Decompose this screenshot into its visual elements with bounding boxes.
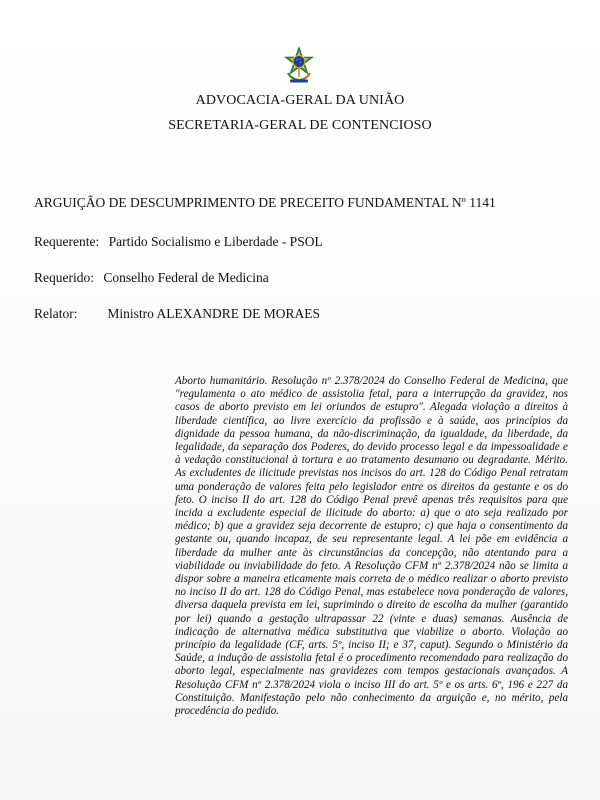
brasao-republica-icon: [282, 46, 316, 84]
requerido-label: Requerido:: [34, 270, 94, 285]
requerente-field: [34, 234, 323, 250]
requerente-value: Partido Socialismo e Liberdade - PSOL: [108, 234, 323, 249]
ementa-quote: "regulamenta o ato médico de assistolia fetal, para a interrupção da gravidez, nos casos de aborto previsto em lei oriundos de estupro": [175, 388, 568, 414]
relator-label: Relator:: [34, 306, 78, 321]
ementa-intro: Aborto humanitário. Resolução nº 2.378/2024 do Conselho Federal de Medicina, que: [175, 375, 568, 387]
ementa-body: . Alegada violação a direitos à liberdade científica, ao livre exercício da profissão e à saúde, aos princípios da dignidade da pessoa humana, da não-discriminação, da igualdade, da liberdade, da legalidade, da separação dos Poderes, do devido processo legal e da impessoalidade e à vedação constitucional à tortura e ao tratamento desumano ou degradante. Mérito. As excludentes de ilicitude previstas nos incisos do art. 128 do Código Penal retratam uma ponderação de valores feita pelo legislador entre os direitos da gestante e os do feto. O inciso II do art. 128 do Código Penal prevê apenas três requisitos para que incida a excludente especial de ilicitude do aborto: a) que o ato seja realizado por médico; b) que a gravidez seja decorrente de estupro; c) que haja o consentimento da gestante ou, quando incapaz, de seu representante legal. A lei põe em evidência a liberdade da mulher ante às circunstâncias da concepção, não atentando para a viabilidade ou inviabilidade do feto. A Resolução CFM nº 2.378/2024 não se limita a dispor sobre a maneira eticamente mais correta de o médico realizar o aborto previsto no inciso II do art. 128 do Código Penal, mas estabelece nova ponderação de valores, diversa daquela prevista em lei, suprimindo o direito de escolha da mulher (garantido por lei) quando a gestação ultrapassar 22 (vinte e duas) semanas. Ausência de indicação de alternativa médica substitutiva que viabilize o aborto. Violação ao princípio da legalidade (CF, arts. 5º, inciso II; e 37, caput). Segundo o Ministério da Saúde, a indução de assistolia fetal é o procedimento recomendado para realização do aborto legal, especialmente nas gravidezes com tempos gestacionais avançados. A Resolução CFM nº 2.378/2024 viola o inciso III do art. 5º e os arts. 6º, 196 e 227 da Constituição. Manifestação pelo não conhecimento da arguição e, no mérito, pela procedência do pedido.: [175, 401, 568, 718]
requerente-label: Requerente:: [34, 234, 100, 249]
relator-field: [34, 306, 320, 322]
header-department: SECRETARIA-GERAL DE CONTENCIOSO: [168, 118, 432, 133]
ementa-summary: [175, 375, 568, 718]
header-org-name: ADVOCACIA-GERAL DA UNIÃO: [195, 93, 405, 108]
requerido-value: Conselho Federal de Medicina: [103, 270, 269, 285]
case-title: ARGUIÇÃO DE DESCUMPRIMENTO DE PRECEITO FUNDAMENTAL Nº 1141: [34, 195, 496, 210]
relator-value: Ministro ALEXANDRE DE MORAES: [107, 306, 321, 321]
requerido-field: [34, 270, 269, 286]
